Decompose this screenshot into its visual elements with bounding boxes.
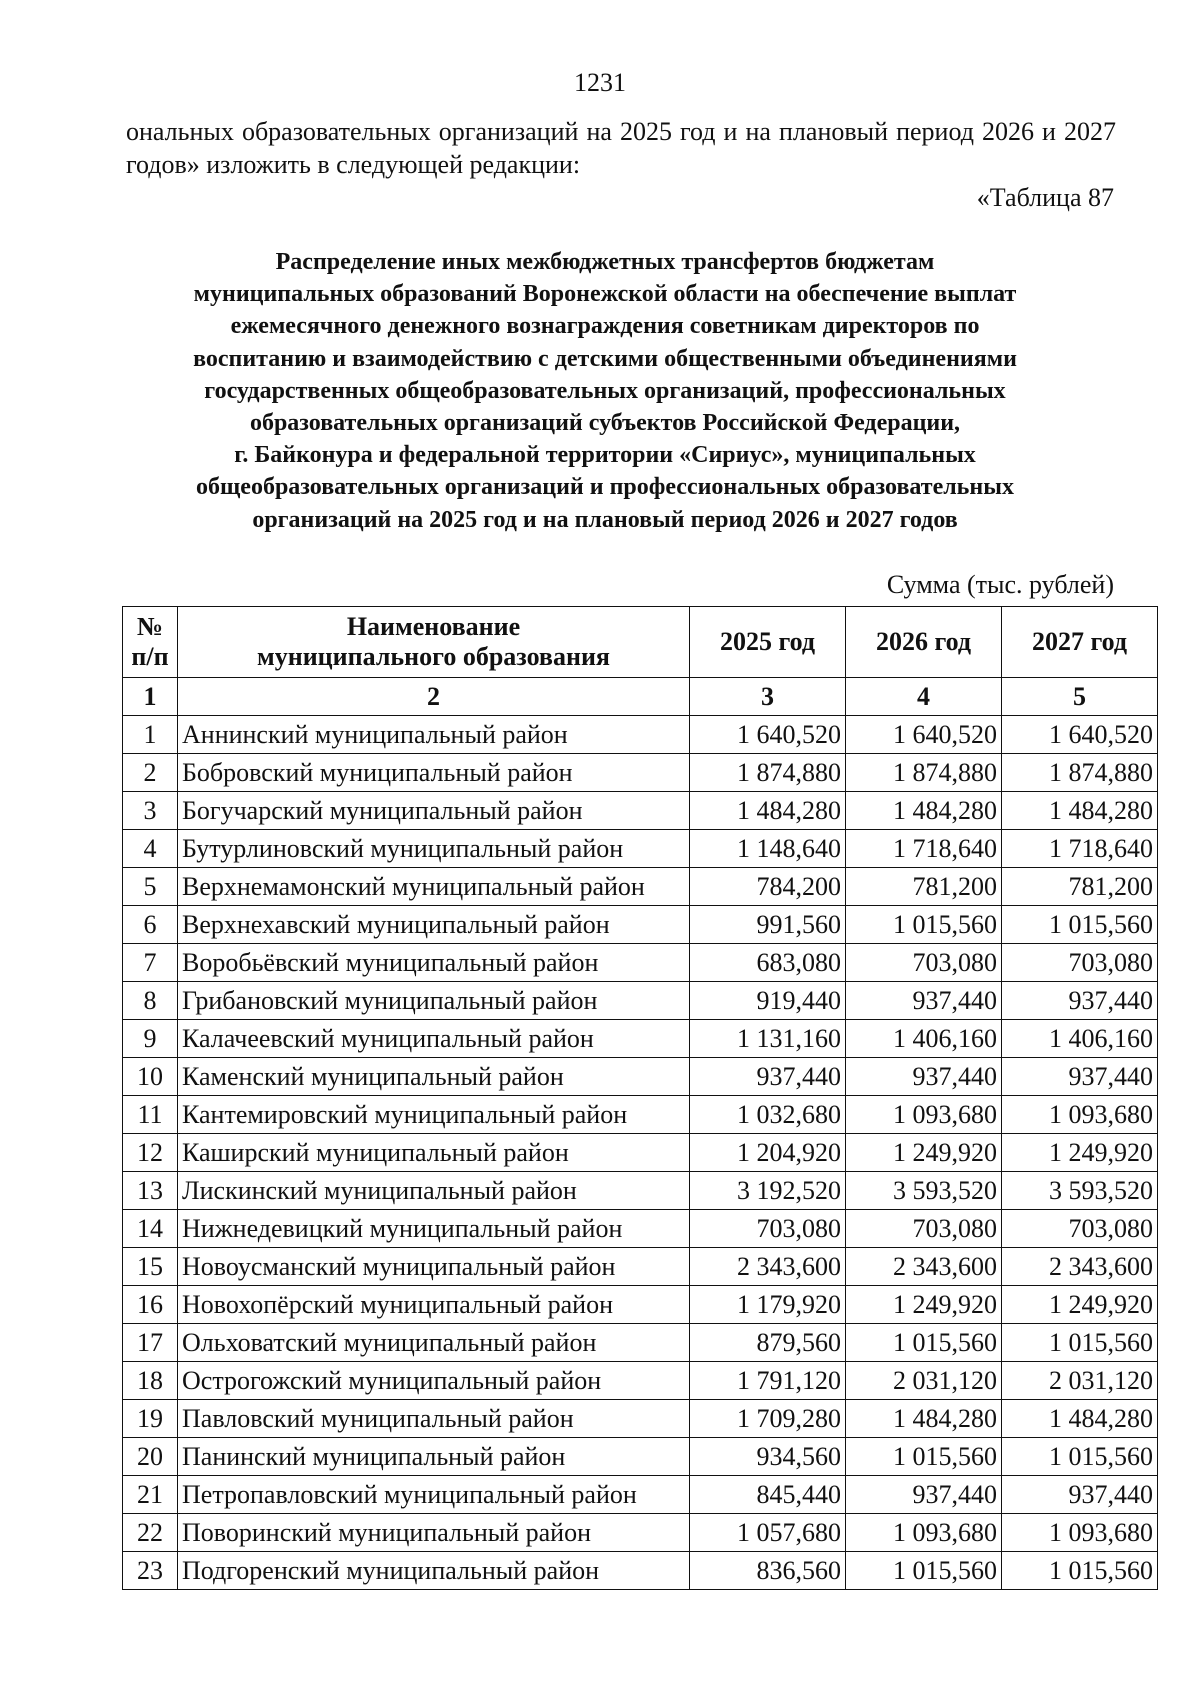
- amount-2027-cell: 1 484,280: [1002, 792, 1158, 830]
- title-line: муниципальных образований Воронежской области на обеспечение выплат: [193, 281, 1017, 308]
- header-2027: 2027 год: [1002, 607, 1158, 678]
- row-number-cell: 6: [123, 906, 178, 944]
- column-index: 4: [846, 678, 1002, 716]
- amount-2025-cell: 1 791,120: [690, 1362, 846, 1400]
- municipality-name-cell: Павловский муниципальный район: [178, 1400, 690, 1438]
- table-title: [110, 246, 1100, 536]
- header-municipality: Наименование муниципального образования: [178, 607, 690, 678]
- table-row: [123, 1248, 1158, 1286]
- municipality-name-cell: Кантемировский муниципальный район: [178, 1096, 690, 1134]
- municipality-name-cell: Бобровский муниципальный район: [178, 754, 690, 792]
- row-number-cell: 4: [123, 830, 178, 868]
- table-row: [123, 1286, 1158, 1324]
- municipality-name-cell: Петропавловский муниципальный район: [178, 1476, 690, 1514]
- amount-2025-cell: 1 640,520: [690, 716, 846, 754]
- amount-2026-cell: 1 718,640: [846, 830, 1002, 868]
- amount-2026-cell: 2 343,600: [846, 1248, 1002, 1286]
- title-line: общеобразовательных организаций и профессиональных образовательных: [196, 474, 1014, 501]
- header-number: № п/п: [123, 607, 178, 678]
- column-index: 2: [178, 678, 690, 716]
- municipality-name-cell: Каширский муниципальный район: [178, 1134, 690, 1172]
- row-number-cell: 21: [123, 1476, 178, 1514]
- table-row: [123, 1400, 1158, 1438]
- row-number-cell: 15: [123, 1248, 178, 1286]
- municipality-name-cell: Лискинский муниципальный район: [178, 1172, 690, 1210]
- amount-2027-cell: 3 593,520: [1002, 1172, 1158, 1210]
- title-line: образовательных организаций субъектов Российской Федерации,: [249, 410, 961, 437]
- header-2025: 2025 год: [690, 607, 846, 678]
- table-row: [123, 1362, 1158, 1400]
- title-line: г. Байконура и федеральной территории «Сириус», муниципальных: [234, 442, 976, 469]
- amount-2027-cell: 1 249,920: [1002, 1134, 1158, 1172]
- table-row: [123, 1210, 1158, 1248]
- row-number-cell: 1: [123, 716, 178, 754]
- municipality-name-cell: Нижнедевицкий муниципальный район: [178, 1210, 690, 1248]
- amount-2025-cell: 845,440: [690, 1476, 846, 1514]
- amount-2026-cell: 1 093,680: [846, 1096, 1002, 1134]
- amount-2027-cell: 1 093,680: [1002, 1096, 1158, 1134]
- municipality-name-cell: Верхнемамонский муниципальный район: [178, 868, 690, 906]
- amount-2025-cell: 683,080: [690, 944, 846, 982]
- title-line: ежемесячного денежного вознаграждения советникам директоров по: [230, 313, 980, 340]
- row-number-cell: 18: [123, 1362, 178, 1400]
- table-row: [123, 754, 1158, 792]
- table-row: [123, 1514, 1158, 1552]
- amount-2027-cell: 781,200: [1002, 868, 1158, 906]
- amount-2026-cell: 937,440: [846, 1058, 1002, 1096]
- page-number: 1231: [574, 68, 626, 97]
- row-number-cell: 11: [123, 1096, 178, 1134]
- amount-2025-cell: 919,440: [690, 982, 846, 1020]
- row-number-cell: 14: [123, 1210, 178, 1248]
- table-row: [123, 716, 1158, 754]
- amount-2026-cell: 1 015,560: [846, 1324, 1002, 1362]
- row-number-cell: 22: [123, 1514, 178, 1552]
- row-number-cell: 17: [123, 1324, 178, 1362]
- amount-2026-cell: 703,080: [846, 1210, 1002, 1248]
- amount-2026-cell: 703,080: [846, 944, 1002, 982]
- municipality-name-cell: Богучарский муниципальный район: [178, 792, 690, 830]
- amount-2026-cell: 1 484,280: [846, 792, 1002, 830]
- municipality-name-cell: Острогожский муниципальный район: [178, 1362, 690, 1400]
- amount-2025-cell: 2 343,600: [690, 1248, 846, 1286]
- row-number-cell: 23: [123, 1552, 178, 1590]
- amount-2027-cell: 2 343,600: [1002, 1248, 1158, 1286]
- amount-2025-cell: 937,440: [690, 1058, 846, 1096]
- municipality-name-cell: Каменский муниципальный район: [178, 1058, 690, 1096]
- amount-2026-cell: 3 593,520: [846, 1172, 1002, 1210]
- row-number-cell: 8: [123, 982, 178, 1020]
- row-number-cell: 13: [123, 1172, 178, 1210]
- amount-2025-cell: 3 192,520: [690, 1172, 846, 1210]
- table-row: [123, 982, 1158, 1020]
- amount-2027-cell: 1 015,560: [1002, 1324, 1158, 1362]
- amount-2027-cell: 1 484,280: [1002, 1400, 1158, 1438]
- amount-2026-cell: 1 015,560: [846, 906, 1002, 944]
- transfers-table: [122, 606, 1158, 1590]
- table-row: [123, 1172, 1158, 1210]
- row-number-cell: 12: [123, 1134, 178, 1172]
- title-line: Распределение иных межбюджетных трансфертов бюджетам: [275, 249, 935, 275]
- row-number-cell: 10: [123, 1058, 178, 1096]
- amount-2026-cell: 1 406,160: [846, 1020, 1002, 1058]
- amount-2025-cell: 703,080: [690, 1210, 846, 1248]
- table-row: [123, 944, 1158, 982]
- sum-units-note: Сумма (тыс. рублей): [886, 570, 1114, 599]
- municipality-name-cell: Аннинский муниципальный район: [178, 716, 690, 754]
- table-row: [123, 1020, 1158, 1058]
- municipality-name-cell: Бутурлиновский муниципальный район: [178, 830, 690, 868]
- amount-2026-cell: 2 031,120: [846, 1362, 1002, 1400]
- table-row: [123, 906, 1158, 944]
- amount-2026-cell: 1 249,920: [846, 1286, 1002, 1324]
- title-line: государственных общеобразовательных организаций, профессиональных: [204, 377, 1006, 404]
- table-row: [123, 868, 1158, 906]
- column-index: 3: [690, 678, 846, 716]
- table-row: [123, 830, 1158, 868]
- table-body: [123, 716, 1158, 1590]
- column-index: 5: [1002, 678, 1158, 716]
- table-row: [123, 1552, 1158, 1590]
- amount-2027-cell: 937,440: [1002, 982, 1158, 1020]
- amount-2025-cell: 1 032,680: [690, 1096, 846, 1134]
- amount-2025-cell: 1 484,280: [690, 792, 846, 830]
- table-row: [123, 1096, 1158, 1134]
- amount-2027-cell: 703,080: [1002, 944, 1158, 982]
- municipality-name-cell: Верхнехавский муниципальный район: [178, 906, 690, 944]
- amount-2026-cell: 937,440: [846, 982, 1002, 1020]
- amount-2027-cell: 1 640,520: [1002, 716, 1158, 754]
- table-row: [123, 792, 1158, 830]
- row-number-cell: 7: [123, 944, 178, 982]
- municipality-name-cell: Калачеевский муниципальный район: [178, 1020, 690, 1058]
- municipality-name-cell: Грибановский муниципальный район: [178, 982, 690, 1020]
- municipality-name-cell: Подгоренский муниципальный район: [178, 1552, 690, 1590]
- amount-2027-cell: 1 015,560: [1002, 1438, 1158, 1476]
- amount-2026-cell: 1 249,920: [846, 1134, 1002, 1172]
- amount-2026-cell: 1 015,560: [846, 1552, 1002, 1590]
- column-index-row: [123, 678, 1158, 716]
- table-row: [123, 1438, 1158, 1476]
- amount-2027-cell: 937,440: [1002, 1058, 1158, 1096]
- title-line: воспитанию и взаимодействию с детскими общественными объединениями: [193, 345, 1017, 372]
- amount-2025-cell: 1 874,880: [690, 754, 846, 792]
- amount-2027-cell: 2 031,120: [1002, 1362, 1158, 1400]
- table-row: [123, 1134, 1158, 1172]
- municipality-name-cell: Поворинский муниципальный район: [178, 1514, 690, 1552]
- amount-2025-cell: 879,560: [690, 1324, 846, 1362]
- amount-2025-cell: 1 179,920: [690, 1286, 846, 1324]
- amount-2027-cell: 1 093,680: [1002, 1514, 1158, 1552]
- table-row: [123, 1324, 1158, 1362]
- row-number-cell: 20: [123, 1438, 178, 1476]
- column-index: 1: [123, 678, 178, 716]
- amount-2025-cell: 784,200: [690, 868, 846, 906]
- row-number-cell: 3: [123, 792, 178, 830]
- amount-2026-cell: 1 874,880: [846, 754, 1002, 792]
- table-header-row: [123, 607, 1158, 678]
- intro-paragraph: ональных образовательных организаций на 2025 год и на плановый период 2026 и 2027 годов» изложить в следующей редакции:: [126, 117, 1116, 179]
- amount-2026-cell: 937,440: [846, 1476, 1002, 1514]
- amount-2027-cell: 1 406,160: [1002, 1020, 1158, 1058]
- municipality-name-cell: Воробьёвский муниципальный район: [178, 944, 690, 982]
- municipality-name-cell: Панинский муниципальный район: [178, 1438, 690, 1476]
- row-number-cell: 5: [123, 868, 178, 906]
- amount-2026-cell: 1 640,520: [846, 716, 1002, 754]
- table-row: [123, 1476, 1158, 1514]
- row-number-cell: 16: [123, 1286, 178, 1324]
- amount-2025-cell: 1 148,640: [690, 830, 846, 868]
- amount-2026-cell: 781,200: [846, 868, 1002, 906]
- title-line: организаций на 2025 год и на плановый период 2026 и 2027 годов: [252, 506, 958, 533]
- amount-2025-cell: 991,560: [690, 906, 846, 944]
- table-row: [123, 1058, 1158, 1096]
- amount-2025-cell: 934,560: [690, 1438, 846, 1476]
- municipality-name-cell: Новохопёрский муниципальный район: [178, 1286, 690, 1324]
- amount-2025-cell: 1 057,680: [690, 1514, 846, 1552]
- amount-2027-cell: 937,440: [1002, 1476, 1158, 1514]
- amount-2025-cell: 1 709,280: [690, 1400, 846, 1438]
- amount-2027-cell: 1 015,560: [1002, 906, 1158, 944]
- amount-2027-cell: 1 249,920: [1002, 1286, 1158, 1324]
- header-2026: 2026 год: [846, 607, 1002, 678]
- amount-2025-cell: 1 131,160: [690, 1020, 846, 1058]
- row-number-cell: 2: [123, 754, 178, 792]
- amount-2025-cell: 836,560: [690, 1552, 846, 1590]
- row-number-cell: 19: [123, 1400, 178, 1438]
- amount-2026-cell: 1 093,680: [846, 1514, 1002, 1552]
- municipality-name-cell: Новоусманский муниципальный район: [178, 1248, 690, 1286]
- municipality-name-cell: Ольховатский муниципальный район: [178, 1324, 690, 1362]
- table-label: «Таблица 87: [976, 183, 1114, 212]
- amount-2026-cell: 1 015,560: [846, 1438, 1002, 1476]
- amount-2027-cell: 703,080: [1002, 1210, 1158, 1248]
- amount-2026-cell: 1 484,280: [846, 1400, 1002, 1438]
- amount-2025-cell: 1 204,920: [690, 1134, 846, 1172]
- row-number-cell: 9: [123, 1020, 178, 1058]
- amount-2027-cell: 1 015,560: [1002, 1552, 1158, 1590]
- amount-2027-cell: 1 718,640: [1002, 830, 1158, 868]
- amount-2027-cell: 1 874,880: [1002, 754, 1158, 792]
